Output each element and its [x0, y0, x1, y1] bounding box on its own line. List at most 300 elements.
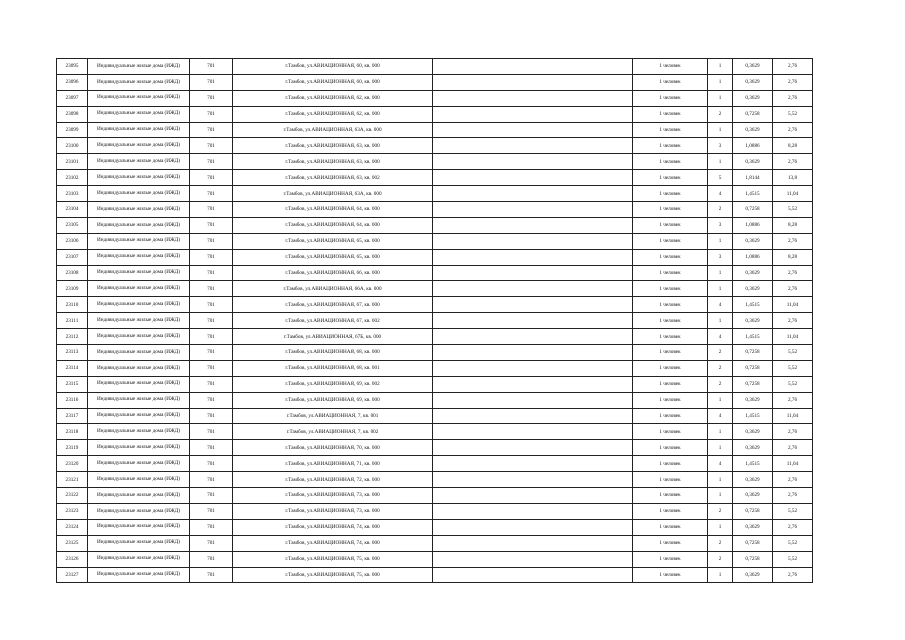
code-cell: 701 [190, 488, 233, 504]
unit-cell: 1 человек [633, 345, 708, 361]
norm-cell: 0,3629 [733, 122, 773, 138]
note-cell [433, 360, 633, 376]
note-cell [433, 122, 633, 138]
table-row [57, 170, 813, 186]
code-cell: 701 [190, 472, 233, 488]
count-cell: 1 [708, 59, 733, 75]
code-cell: 701 [190, 440, 233, 456]
code-cell: 701 [190, 233, 233, 249]
address-cell: г.Тамбов, ул.АВИАЦИОННАЯ, 7, кв. 001 [233, 408, 433, 424]
code-cell: 701 [190, 249, 233, 265]
code-cell: 701 [190, 503, 233, 519]
address-cell: г.Тамбов, ул.АВИАЦИОННАЯ, 68, кв. 001 [233, 360, 433, 376]
address-cell: г.Тамбов, ул.АВИАЦИОННАЯ, 74, кв. 000 [233, 535, 433, 551]
code-cell: 701 [190, 376, 233, 392]
address-cell: г.Тамбов, ул.АВИАЦИОННАЯ, 62, кв. 000 [233, 90, 433, 106]
unit-cell: 1 человек [633, 567, 708, 583]
table-body [57, 59, 813, 583]
row-id-cell: 23098 [57, 106, 88, 122]
unit-cell: 1 человек [633, 376, 708, 392]
unit-cell: 1 человек [633, 488, 708, 504]
address-cell: г.Тамбов, ул.АВИАЦИОННАЯ, 73, кв. 000 [233, 503, 433, 519]
note-cell [433, 202, 633, 218]
unit-cell: 1 человек [633, 186, 708, 202]
category-cell: Индивидуальные жилые дома (ИЖД) [88, 170, 190, 186]
norm-cell: 0,3629 [733, 154, 773, 170]
value-cell: 2,76 [773, 472, 813, 488]
table-row [57, 551, 813, 567]
count-cell: 1 [708, 519, 733, 535]
note-cell [433, 154, 633, 170]
category-cell: Индивидуальные жилые дома (ИЖД) [88, 281, 190, 297]
unit-cell: 1 человек [633, 313, 708, 329]
value-cell: 2,76 [773, 567, 813, 583]
unit-cell: 1 человек [633, 440, 708, 456]
category-cell: Индивидуальные жилые дома (ИЖД) [88, 217, 190, 233]
table-row [57, 408, 813, 424]
table-row [57, 233, 813, 249]
unit-cell: 1 человек [633, 90, 708, 106]
norm-cell: 1,4515 [733, 186, 773, 202]
note-cell [433, 170, 633, 186]
address-cell: г.Тамбов, ул.АВИАЦИОННАЯ, 69, кв. 002 [233, 376, 433, 392]
address-cell: г.Тамбов, ул.АВИАЦИОННАЯ, 60, кв. 000 [233, 74, 433, 90]
category-cell: Индивидуальные жилые дома (ИЖД) [88, 186, 190, 202]
norm-cell: 0,7258 [733, 202, 773, 218]
row-id-cell: 23100 [57, 138, 88, 154]
row-id-cell: 23108 [57, 265, 88, 281]
count-cell: 1 [708, 122, 733, 138]
table-row [57, 186, 813, 202]
norm-cell: 1,4515 [733, 297, 773, 313]
address-cell: г.Тамбов, ул.АВИАЦИОННАЯ, 70, кв. 000 [233, 440, 433, 456]
row-id-cell: 23099 [57, 122, 88, 138]
norm-cell: 0,3629 [733, 472, 773, 488]
count-cell: 1 [708, 281, 733, 297]
category-cell: Индивидуальные жилые дома (ИЖД) [88, 408, 190, 424]
table-row [57, 392, 813, 408]
note-cell [433, 551, 633, 567]
unit-cell: 1 человек [633, 202, 708, 218]
table-row [57, 472, 813, 488]
note-cell [433, 281, 633, 297]
unit-cell: 1 человек [633, 360, 708, 376]
value-cell: 2,76 [773, 233, 813, 249]
code-cell: 701 [190, 519, 233, 535]
table-row [57, 440, 813, 456]
count-cell: 1 [708, 313, 733, 329]
code-cell: 701 [190, 345, 233, 361]
unit-cell: 1 человек [633, 424, 708, 440]
norm-cell: 0,7258 [733, 503, 773, 519]
address-cell: г.Тамбов, ул.АВИАЦИОННАЯ, 71, кв. 000 [233, 456, 433, 472]
row-id-cell: 23120 [57, 456, 88, 472]
note-cell [433, 440, 633, 456]
address-cell: г.Тамбов, ул.АВИАЦИОННАЯ, 66, кв. 000 [233, 265, 433, 281]
code-cell: 701 [190, 360, 233, 376]
address-cell: г.Тамбов, ул.АВИАЦИОННАЯ, 68, кв. 000 [233, 345, 433, 361]
note-cell [433, 329, 633, 345]
note-cell [433, 424, 633, 440]
address-cell: г.Тамбов, ул.АВИАЦИОННАЯ, 64, кв. 000 [233, 202, 433, 218]
norm-cell: 1,0886 [733, 249, 773, 265]
row-id-cell: 23117 [57, 408, 88, 424]
row-id-cell: 23106 [57, 233, 88, 249]
code-cell: 701 [190, 265, 233, 281]
category-cell: Индивидуальные жилые дома (ИЖД) [88, 376, 190, 392]
norm-cell: 0,3629 [733, 488, 773, 504]
row-id-cell: 23097 [57, 90, 88, 106]
category-cell: Индивидуальные жилые дома (ИЖД) [88, 74, 190, 90]
count-cell: 3 [708, 249, 733, 265]
norm-cell: 0,7258 [733, 535, 773, 551]
value-cell: 2,76 [773, 488, 813, 504]
note-cell [433, 233, 633, 249]
count-cell: 1 [708, 488, 733, 504]
table-row [57, 424, 813, 440]
count-cell: 4 [708, 408, 733, 424]
norm-cell: 0,3629 [733, 74, 773, 90]
unit-cell: 1 человек [633, 408, 708, 424]
note-cell [433, 456, 633, 472]
address-cell: г.Тамбов, ул.АВИАЦИОННАЯ, 67Б, кв. 000 [233, 329, 433, 345]
note-cell [433, 472, 633, 488]
norm-cell: 0,3629 [733, 265, 773, 281]
code-cell: 701 [190, 297, 233, 313]
address-cell: г.Тамбов, ул.АВИАЦИОННАЯ, 65, кв. 000 [233, 249, 433, 265]
count-cell: 2 [708, 535, 733, 551]
unit-cell: 1 человек [633, 154, 708, 170]
value-cell: 5,52 [773, 376, 813, 392]
value-cell: 11,04 [773, 297, 813, 313]
note-cell [433, 297, 633, 313]
value-cell: 5,52 [773, 503, 813, 519]
row-id-cell: 23096 [57, 74, 88, 90]
count-cell: 4 [708, 186, 733, 202]
row-id-cell: 23103 [57, 186, 88, 202]
count-cell: 2 [708, 106, 733, 122]
code-cell: 701 [190, 281, 233, 297]
category-cell: Индивидуальные жилые дома (ИЖД) [88, 345, 190, 361]
row-id-cell: 23112 [57, 329, 88, 345]
note-cell [433, 376, 633, 392]
count-cell: 3 [708, 138, 733, 154]
address-cell: г.Тамбов, ул.АВИАЦИОННАЯ, 72, кв. 000 [233, 472, 433, 488]
note-cell [433, 567, 633, 583]
value-cell: 5,52 [773, 345, 813, 361]
row-id-cell: 23123 [57, 503, 88, 519]
address-cell: г.Тамбов, ул.АВИАЦИОННАЯ, 63А, кв. 000 [233, 186, 433, 202]
category-cell: Индивидуальные жилые дома (ИЖД) [88, 59, 190, 75]
unit-cell: 1 человек [633, 138, 708, 154]
unit-cell: 1 человек [633, 170, 708, 186]
table-row [57, 345, 813, 361]
value-cell: 2,76 [773, 392, 813, 408]
category-cell: Индивидуальные жилые дома (ИЖД) [88, 503, 190, 519]
count-cell: 1 [708, 440, 733, 456]
value-cell: 2,76 [773, 154, 813, 170]
unit-cell: 1 человек [633, 265, 708, 281]
norm-cell: 1,8144 [733, 170, 773, 186]
count-cell: 3 [708, 217, 733, 233]
row-id-cell: 23095 [57, 59, 88, 75]
row-id-cell: 23126 [57, 551, 88, 567]
norm-cell: 0,3629 [733, 392, 773, 408]
value-cell: 5,52 [773, 202, 813, 218]
code-cell: 701 [190, 535, 233, 551]
table-row [57, 376, 813, 392]
code-cell: 701 [190, 202, 233, 218]
address-cell: г.Тамбов, ул.АВИАЦИОННАЯ, 69, кв. 000 [233, 392, 433, 408]
count-cell: 5 [708, 170, 733, 186]
unit-cell: 1 человек [633, 535, 708, 551]
category-cell: Индивидуальные жилые дома (ИЖД) [88, 519, 190, 535]
count-cell: 4 [708, 297, 733, 313]
category-cell: Индивидуальные жилые дома (ИЖД) [88, 329, 190, 345]
code-cell: 701 [190, 122, 233, 138]
note-cell [433, 488, 633, 504]
code-cell: 701 [190, 170, 233, 186]
row-id-cell: 23109 [57, 281, 88, 297]
count-cell: 1 [708, 424, 733, 440]
unit-cell: 1 человек [633, 59, 708, 75]
table-row [57, 519, 813, 535]
row-id-cell: 23119 [57, 440, 88, 456]
count-cell: 1 [708, 265, 733, 281]
note-cell [433, 392, 633, 408]
row-id-cell: 23124 [57, 519, 88, 535]
table-row [57, 567, 813, 583]
count-cell: 1 [708, 472, 733, 488]
value-cell: 2,76 [773, 74, 813, 90]
category-cell: Индивидуальные жилые дома (ИЖД) [88, 440, 190, 456]
code-cell: 701 [190, 90, 233, 106]
norm-cell: 0,3629 [733, 424, 773, 440]
address-cell: г.Тамбов, ул.АВИАЦИОННАЯ, 66А, кв. 000 [233, 281, 433, 297]
row-id-cell: 23125 [57, 535, 88, 551]
code-cell: 701 [190, 551, 233, 567]
category-cell: Индивидуальные жилые дома (ИЖД) [88, 297, 190, 313]
count-cell: 2 [708, 360, 733, 376]
address-cell: г.Тамбов, ул.АВИАЦИОННАЯ, 64, кв. 000 [233, 217, 433, 233]
table-row [57, 297, 813, 313]
row-id-cell: 23107 [57, 249, 88, 265]
unit-cell: 1 человек [633, 249, 708, 265]
count-cell: 1 [708, 392, 733, 408]
address-cell: г.Тамбов, ул.АВИАЦИОННАЯ, 67, кв. 002 [233, 313, 433, 329]
note-cell [433, 106, 633, 122]
category-cell: Индивидуальные жилые дома (ИЖД) [88, 535, 190, 551]
category-cell: Индивидуальные жилые дома (ИЖД) [88, 551, 190, 567]
unit-cell: 1 человек [633, 297, 708, 313]
count-cell: 2 [708, 345, 733, 361]
unit-cell: 1 человек [633, 281, 708, 297]
address-cell: г.Тамбов, ул.АВИАЦИОННАЯ, 63, кв. 000 [233, 138, 433, 154]
norm-cell: 0,3629 [733, 440, 773, 456]
table-row [57, 456, 813, 472]
table-row [57, 329, 813, 345]
note-cell [433, 503, 633, 519]
value-cell: 8,28 [773, 249, 813, 265]
value-cell: 2,76 [773, 122, 813, 138]
row-id-cell: 23104 [57, 202, 88, 218]
table-row [57, 249, 813, 265]
note-cell [433, 74, 633, 90]
value-cell: 5,52 [773, 551, 813, 567]
unit-cell: 1 человек [633, 217, 708, 233]
category-cell: Индивидуальные жилые дома (ИЖД) [88, 313, 190, 329]
norm-cell: 0,7258 [733, 345, 773, 361]
note-cell [433, 345, 633, 361]
category-cell: Индивидуальные жилые дома (ИЖД) [88, 567, 190, 583]
category-cell: Индивидуальные жилые дома (ИЖД) [88, 360, 190, 376]
table-row [57, 154, 813, 170]
code-cell: 701 [190, 408, 233, 424]
value-cell: 5,52 [773, 360, 813, 376]
note-cell [433, 217, 633, 233]
code-cell: 701 [190, 424, 233, 440]
table-row [57, 217, 813, 233]
value-cell: 2,76 [773, 424, 813, 440]
note-cell [433, 59, 633, 75]
row-id-cell: 23115 [57, 376, 88, 392]
count-cell: 1 [708, 567, 733, 583]
category-cell: Индивидуальные жилые дома (ИЖД) [88, 472, 190, 488]
norm-cell: 0,3629 [733, 567, 773, 583]
unit-cell: 1 человек [633, 74, 708, 90]
value-cell: 13,8 [773, 170, 813, 186]
note-cell [433, 519, 633, 535]
address-cell: г.Тамбов, ул.АВИАЦИОННАЯ, 75, кв. 000 [233, 567, 433, 583]
address-cell: г.Тамбов, ул.АВИАЦИОННАЯ, 60, кв. 000 [233, 59, 433, 75]
value-cell: 11,04 [773, 329, 813, 345]
unit-cell: 1 человек [633, 329, 708, 345]
category-cell: Индивидуальные жилые дома (ИЖД) [88, 456, 190, 472]
table-row [57, 202, 813, 218]
table-row [57, 535, 813, 551]
row-id-cell: 23122 [57, 488, 88, 504]
code-cell: 701 [190, 567, 233, 583]
address-cell: г.Тамбов, ул.АВИАЦИОННАЯ, 63, кв. 000 [233, 154, 433, 170]
table-row [57, 503, 813, 519]
code-cell: 701 [190, 138, 233, 154]
unit-cell: 1 человек [633, 456, 708, 472]
value-cell: 2,76 [773, 59, 813, 75]
address-cell: г.Тамбов, ул.АВИАЦИОННАЯ, 73, кв. 000 [233, 488, 433, 504]
table-row [57, 90, 813, 106]
category-cell: Индивидуальные жилые дома (ИЖД) [88, 90, 190, 106]
address-cell: г.Тамбов, ул.АВИАЦИОННАЯ, 62, кв. 000 [233, 106, 433, 122]
table-row [57, 59, 813, 75]
norm-cell: 0,3629 [733, 519, 773, 535]
norm-cell: 1,4515 [733, 456, 773, 472]
category-cell: Индивидуальные жилые дома (ИЖД) [88, 233, 190, 249]
document-sheet [56, 58, 813, 583]
unit-cell: 1 человек [633, 122, 708, 138]
row-id-cell: 23111 [57, 313, 88, 329]
table-row [57, 281, 813, 297]
table-row [57, 265, 813, 281]
count-cell: 2 [708, 551, 733, 567]
count-cell: 1 [708, 90, 733, 106]
value-cell: 11,04 [773, 186, 813, 202]
unit-cell: 1 человек [633, 503, 708, 519]
note-cell [433, 90, 633, 106]
norm-cell: 0,3629 [733, 313, 773, 329]
unit-cell: 1 человек [633, 233, 708, 249]
count-cell: 4 [708, 329, 733, 345]
norm-cell: 1,4515 [733, 408, 773, 424]
category-cell: Индивидуальные жилые дома (ИЖД) [88, 154, 190, 170]
category-cell: Индивидуальные жилые дома (ИЖД) [88, 138, 190, 154]
count-cell: 1 [708, 233, 733, 249]
address-cell: г.Тамбов, ул.АВИАЦИОННАЯ, 63, кв. 002 [233, 170, 433, 186]
category-cell: Индивидуальные жилые дома (ИЖД) [88, 424, 190, 440]
norm-cell: 0,3629 [733, 90, 773, 106]
value-cell: 5,52 [773, 106, 813, 122]
address-cell: г.Тамбов, ул.АВИАЦИОННАЯ, 7, кв. 002 [233, 424, 433, 440]
category-cell: Индивидуальные жилые дома (ИЖД) [88, 202, 190, 218]
norm-cell: 0,7258 [733, 106, 773, 122]
count-cell: 4 [708, 456, 733, 472]
value-cell: 8,28 [773, 217, 813, 233]
code-cell: 701 [190, 313, 233, 329]
table-row [57, 122, 813, 138]
code-cell: 701 [190, 329, 233, 345]
row-id-cell: 23118 [57, 424, 88, 440]
note-cell [433, 186, 633, 202]
category-cell: Индивидуальные жилые дома (ИЖД) [88, 488, 190, 504]
category-cell: Индивидуальные жилые дома (ИЖД) [88, 265, 190, 281]
code-cell: 701 [190, 392, 233, 408]
table-row [57, 106, 813, 122]
note-cell [433, 535, 633, 551]
row-id-cell: 23110 [57, 297, 88, 313]
code-cell: 701 [190, 106, 233, 122]
address-cell: г.Тамбов, ул.АВИАЦИОННАЯ, 63А, кв. 000 [233, 122, 433, 138]
value-cell: 2,76 [773, 265, 813, 281]
row-id-cell: 23113 [57, 345, 88, 361]
note-cell [433, 265, 633, 281]
row-id-cell: 23127 [57, 567, 88, 583]
code-cell: 701 [190, 74, 233, 90]
unit-cell: 1 человек [633, 106, 708, 122]
value-cell: 2,76 [773, 440, 813, 456]
norm-cell: 1,0886 [733, 217, 773, 233]
code-cell: 701 [190, 59, 233, 75]
norm-cell: 0,7258 [733, 551, 773, 567]
unit-cell: 1 человек [633, 472, 708, 488]
row-id-cell: 23105 [57, 217, 88, 233]
table-row [57, 360, 813, 376]
code-cell: 701 [190, 186, 233, 202]
value-cell: 8,28 [773, 138, 813, 154]
code-cell: 701 [190, 456, 233, 472]
count-cell: 2 [708, 503, 733, 519]
code-cell: 701 [190, 217, 233, 233]
value-cell: 2,76 [773, 90, 813, 106]
code-cell: 701 [190, 154, 233, 170]
category-cell: Индивидуальные жилые дома (ИЖД) [88, 392, 190, 408]
table-row [57, 138, 813, 154]
count-cell: 1 [708, 74, 733, 90]
category-cell: Индивидуальные жилые дома (ИЖД) [88, 106, 190, 122]
address-cell: г.Тамбов, ул.АВИАЦИОННАЯ, 74, кв. 000 [233, 519, 433, 535]
value-cell: 11,04 [773, 456, 813, 472]
norm-cell: 0,7258 [733, 360, 773, 376]
unit-cell: 1 человек [633, 551, 708, 567]
value-cell: 2,76 [773, 519, 813, 535]
